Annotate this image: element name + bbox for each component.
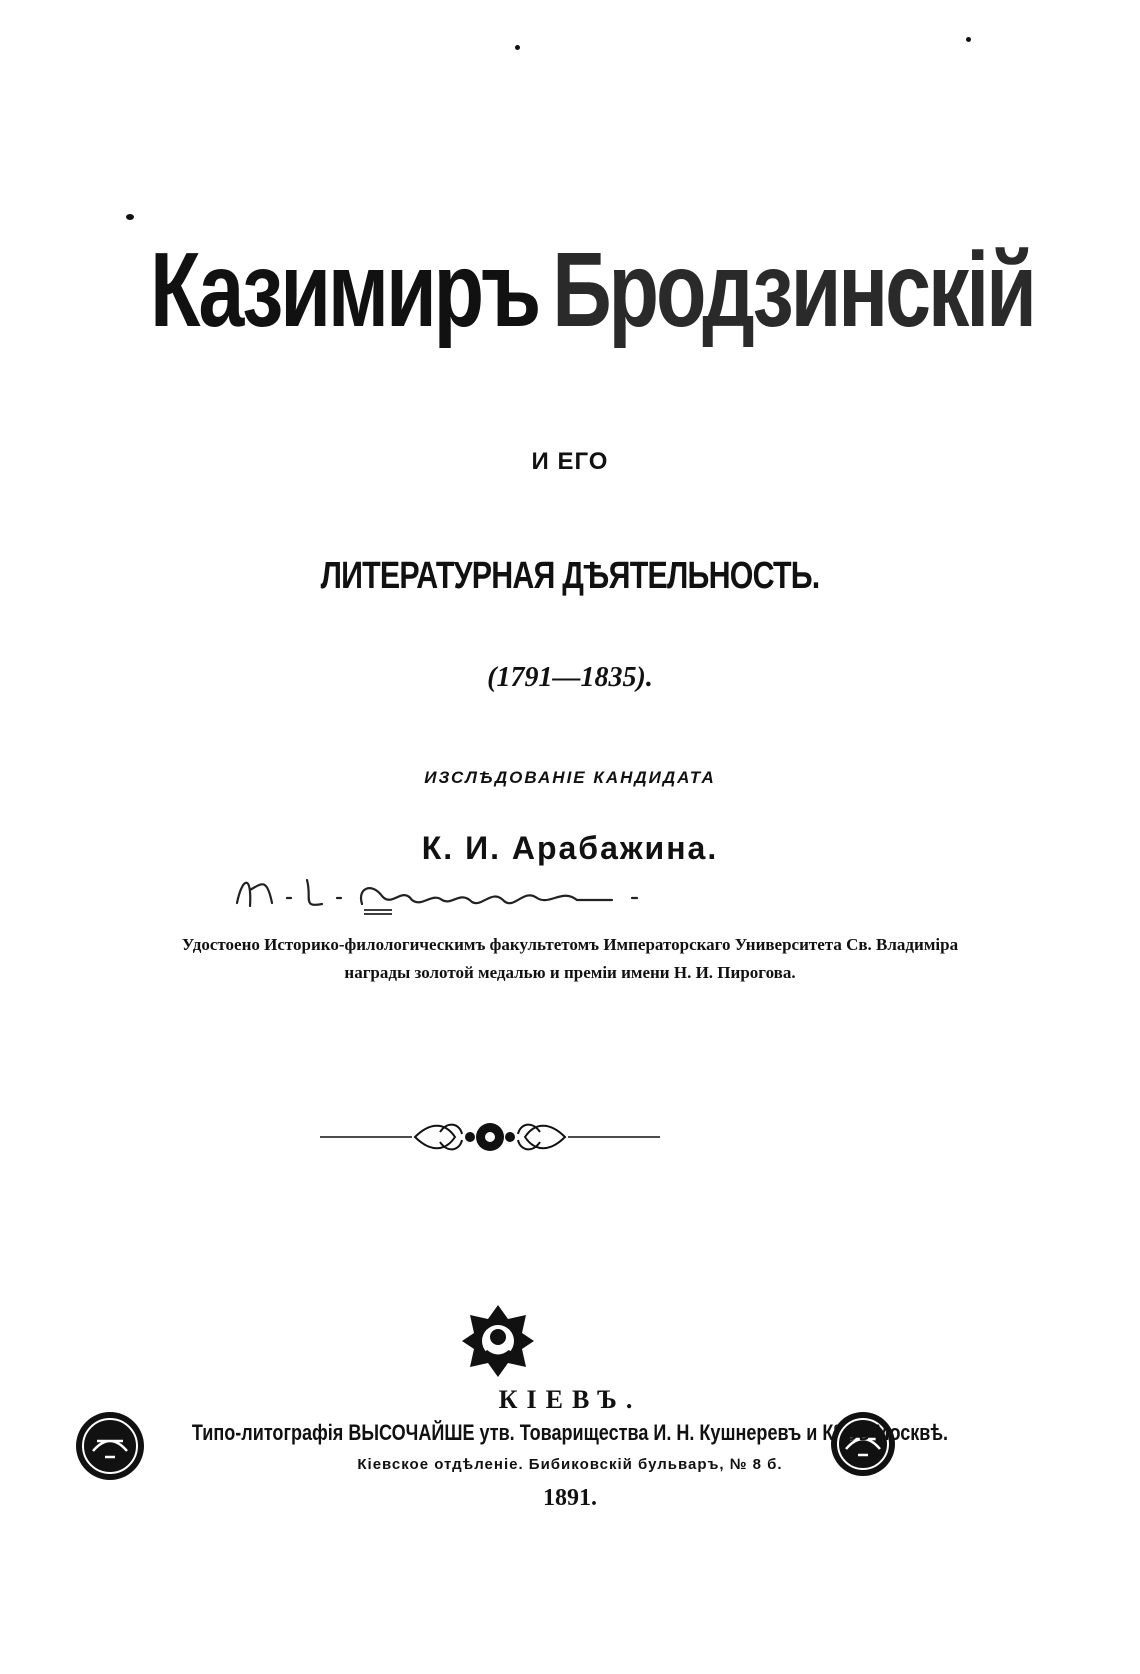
print-speck [966, 37, 971, 42]
award-line-2: награды золотой медалью и преміи имени Н. И. Пирогова. [344, 963, 796, 982]
title-word-second: Бродзинскій [552, 231, 1034, 349]
print-speck [126, 214, 134, 220]
subtitle-and-his: И ЕГО [531, 448, 609, 475]
ornament-divider-icon [320, 1112, 660, 1162]
printer-line: Типо-литографія ВЫСОЧАЙШЕ утв. Товарищества И. Н. Кушнеревъ и К° въ Москвѣ. [191, 1420, 949, 1445]
life-dates: (1791—1835). [487, 662, 653, 693]
city-name: КІЕВЪ. [498, 1385, 642, 1414]
publisher-emblem-icon [462, 1305, 534, 1377]
signature-drawing [232, 868, 682, 918]
research-line: ИЗСЛѢДОВАНІЕ КАНДИДАТА [424, 768, 716, 787]
award-line-1: Удостоено Историко-филологическимъ факультетомъ Императорскаго Университета Св. Владиміра [181, 935, 959, 954]
book-title [150, 231, 1034, 349]
handwritten-signature [232, 868, 682, 927]
branch-address: Кіевское отдѣленіе. Бибиковскій бульваръ, № 8 б. [357, 1456, 783, 1473]
print-speck [515, 45, 520, 50]
publication-year: 1891. [543, 1485, 597, 1511]
author-name: К. И. Арабажина. [421, 830, 719, 866]
subtitle-literary-activity: ЛИТЕРАТУРНАЯ ДѢЯТЕЛЬНОСТЬ. [320, 555, 820, 597]
title-word-first: Казимиръ [150, 231, 539, 349]
